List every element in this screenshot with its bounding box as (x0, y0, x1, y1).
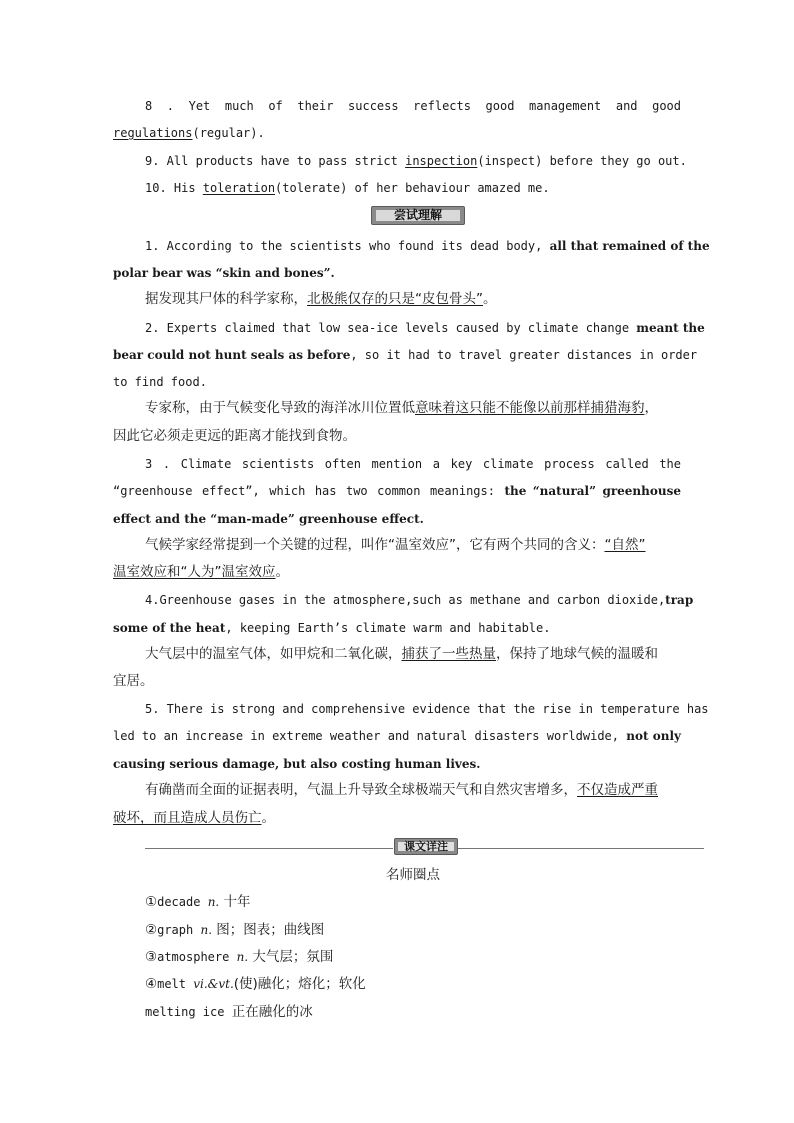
note-mark: ④ (145, 976, 158, 992)
note-4 (145, 972, 366, 992)
sentence-1-zh (145, 291, 681, 307)
s4-en-a: 4.Greenhouse gases in the atmosphere,such as methane and carbon dioxide, (145, 593, 666, 607)
item-10 (145, 180, 681, 196)
divider-right (457, 848, 704, 849)
note-meaning: 大气层；氛围 (248, 949, 334, 965)
s1-zh-underlined: 北极熊仅存的只是“皮包骨头” (307, 291, 483, 307)
s3-en-bold-a: the “natural” greenhouse (504, 484, 681, 498)
s2-zh-post: ， (644, 400, 658, 416)
s5-en-bold-b: causing serious damage, but also costing human lives. (113, 757, 481, 771)
sentence-3-en-line-3 (113, 511, 681, 527)
sentence-2-zh-line-2 (113, 428, 681, 444)
s4-zh-post: ，保持了地球气候的温暖和 (496, 646, 658, 662)
s5-en-bold-a: not only (626, 729, 681, 743)
s3-zh-a: 气候学家经常提到一个关键的过程，叫作“温室效应”，它有两个共同的含义： (145, 537, 605, 553)
s2-en-b: , so it had to travel greater distances in order (350, 348, 698, 362)
divider-left (145, 848, 393, 849)
sentence-2-en-line-3 (113, 374, 681, 390)
sentence-3-en-line-1 (145, 456, 681, 472)
s5-zh-underlined-2: 破坏，而且造成人员伤亡 (113, 810, 262, 826)
note-pos: vi.&vt. (193, 977, 234, 991)
s2-en-c: to find food. (113, 375, 207, 389)
sentence-2-en-line-2 (113, 347, 698, 363)
note-meaning: (使)融化；熔化；软化 (233, 976, 366, 992)
s4-en-b: , keeping Earth’s climate warm and habitable. (225, 621, 551, 635)
s2-zh-underlined: 意味着这只能不能像以前那样捕猎海豹 (415, 400, 645, 416)
note-2 (145, 918, 324, 938)
item-10-hint: (tolerate) of her behaviour amazed me. (275, 181, 550, 195)
note-word: melt (157, 977, 194, 991)
phrase-example (145, 1000, 313, 1020)
phrase-en: melting ice (145, 1005, 232, 1019)
notes-heading: 名师圈点 (386, 867, 440, 883)
s3-en-a: 3 . Climate scientists often mention a key climate process called the (145, 457, 681, 471)
phrase-zh: 正在融化的冰 (231, 1004, 313, 1020)
s1-zh-pre: 据发现其尸体的科学家称， (145, 291, 307, 307)
s3-zh-underlined-1: “自然” (604, 537, 646, 553)
s2-zh-2: 因此它必须走更远的距离才能找到食物。 (113, 428, 356, 444)
item-9 (145, 153, 687, 169)
item-9-text: 9. All products have to pass strict (145, 154, 406, 168)
s4-zh-underlined: 捕获了一些热量 (401, 646, 496, 662)
note-meaning: 十年 (219, 894, 251, 910)
note-mark: ① (145, 894, 158, 910)
s4-en-bold-a: trap (665, 593, 694, 607)
note-pos: n. (207, 895, 220, 909)
s2-en-bold-b: bear could not hunt seals as before (113, 348, 351, 362)
item-8-hint: (regular). (192, 126, 265, 140)
note-mark: ② (145, 922, 158, 938)
s2-en-a: 2. Experts claimed that low sea-ice levels caused by climate change (145, 321, 637, 335)
s5-zh-post: 。 (261, 810, 275, 826)
item-8-answer: regulations (113, 126, 193, 140)
item-10-text: 10. His (145, 181, 203, 195)
s4-zh-2: 宜居。 (113, 673, 154, 689)
s3-en-b: “greenhouse effect”, which has two common meanings: (113, 484, 505, 498)
s5-zh-underlined-1: 不仅造成严重 (577, 782, 658, 798)
s3-zh-underlined-2: 温室效应和“人为”温室效应 (113, 564, 276, 580)
note-meaning: 图；图表；曲线图 (212, 922, 325, 938)
s5-zh-pre: 有确凿而全面的证据表明，气温上升导致全球极端天气和自然灾害增多， (145, 782, 577, 798)
sentence-1-en-line-1 (145, 238, 710, 254)
s2-en-bold-a: meant the (636, 321, 705, 335)
sentence-5-zh-line-1 (145, 782, 681, 798)
sentence-5-en-line-2 (113, 728, 681, 744)
item-9-answer: inspection (405, 154, 478, 168)
note-word: decade (157, 895, 208, 909)
note-word: graph (157, 923, 201, 937)
sentence-2-zh-line-1 (145, 400, 681, 416)
sentence-5-en-line-3 (113, 756, 681, 772)
item-10-answer: toleration (202, 181, 276, 195)
s3-en-bold-b: effect and the “man-made” greenhouse effect. (113, 512, 424, 526)
section-heading-text-notes (394, 838, 458, 855)
s1-en-bold-b: polar bear was “skin and bones”. (113, 266, 335, 280)
s5-en-a: 5. There is strong and comprehensive evidence that the rise in temperature has (145, 702, 709, 716)
sentence-5-en-line-1 (145, 701, 709, 717)
sentence-4-zh-line-1 (145, 646, 681, 662)
s3-zh-post: 。 (275, 564, 289, 580)
s1-en-a: 1. According to the scientists who found its dead body, (145, 239, 550, 253)
s1-en-bold-a: all that remained of the (549, 239, 710, 253)
sentence-1-en-line-2 (113, 265, 681, 281)
section-heading-try-understand (371, 206, 465, 225)
s1-zh-post: 。 (483, 291, 497, 307)
sentence-3-zh-line-2 (113, 564, 681, 580)
section-heading-2-text: 课文详注 (404, 840, 448, 853)
note-pos: n. (200, 923, 213, 937)
s4-en-bold-b: some of the heat (113, 621, 226, 635)
note-mark: ③ (145, 949, 158, 965)
sentence-4-en-line-1 (145, 592, 694, 608)
sentence-4-zh-line-2 (113, 673, 681, 689)
note-1 (145, 890, 251, 910)
sentence-5-zh-line-2 (113, 810, 681, 826)
sentence-3-zh-line-1 (145, 537, 681, 553)
sentence-3-en-line-2 (113, 483, 681, 499)
note-pos: n. (236, 950, 249, 964)
s4-zh-pre: 大气层中的温室气体，如甲烷和二氧化碳， (145, 646, 402, 662)
sentence-2-en-line-1 (145, 320, 705, 336)
sentence-4-en-line-2 (113, 620, 681, 636)
s2-zh-pre: 专家称，由于气候变化导致的海洋冰川位置低 (145, 400, 415, 416)
item-9-hint: (inspect) before they go out. (477, 154, 687, 168)
item-8-text: 8 . Yet much of their success reflects good management and good (145, 99, 681, 113)
item-8-line-2 (113, 125, 681, 141)
note-word: atmosphere (157, 950, 237, 964)
s5-en-b: led to an increase in extreme weather and natural disasters worldwide, (113, 729, 627, 743)
item-8-line-1 (145, 98, 681, 114)
section-heading-text: 尝试理解 (393, 208, 442, 222)
note-3 (145, 945, 333, 965)
